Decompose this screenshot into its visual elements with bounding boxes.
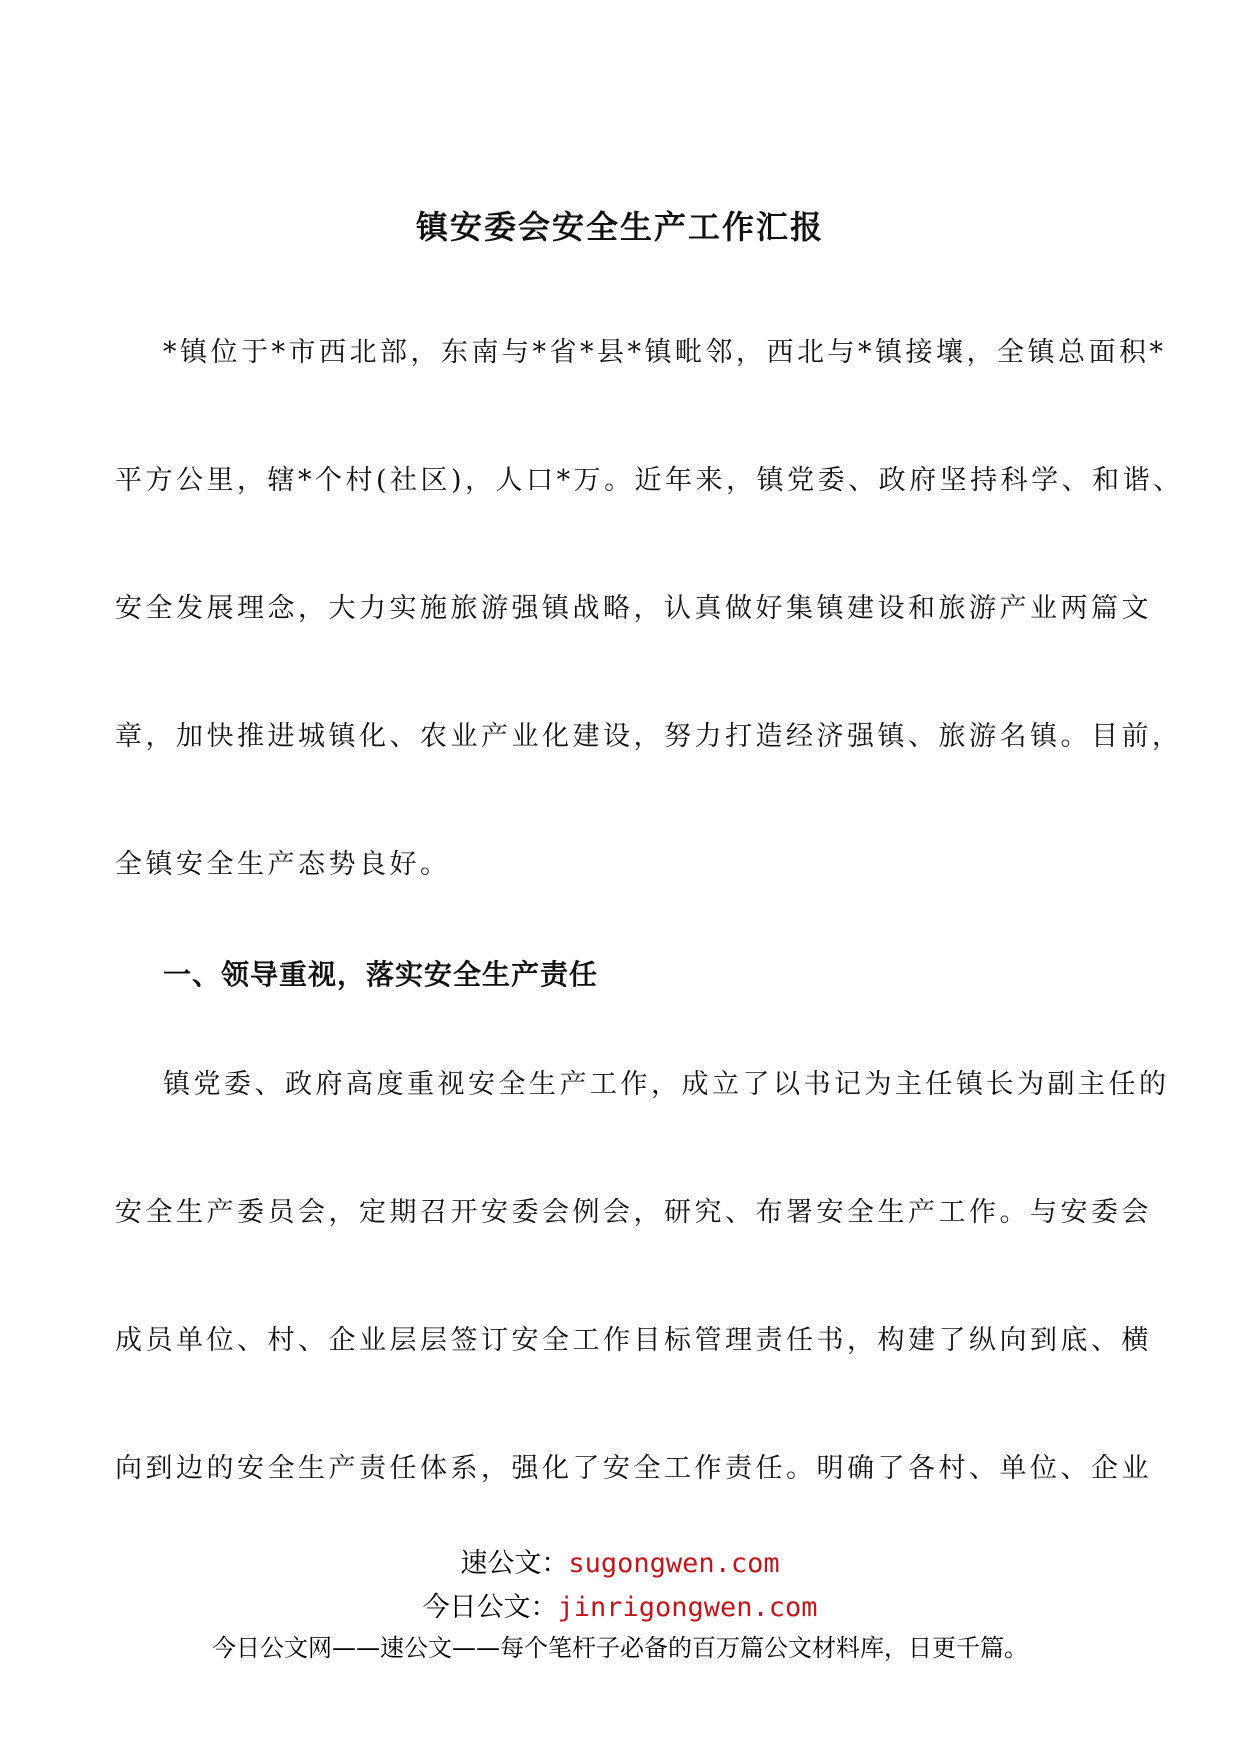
paragraph-line: 平方公里，辖*个村(社区)，人口*万。近年来，镇党委、政府坚持科学、和谐、 <box>115 465 1184 496</box>
footer-sugongwen <box>0 1541 1240 1580</box>
paragraph-line: 章，加快推进城镇化、农业产业化建设，努力打造经济强镇、旅游名镇。目前， <box>115 721 1183 752</box>
footer-label: 今日公文： <box>422 1592 558 1623</box>
paragraph-line: 全镇安全生产态势良好。 <box>115 849 451 880</box>
paragraph-line: 成员单位、村、企业层层签订安全工作目标管理责任书，构建了纵向到底、横 <box>115 1325 1152 1356</box>
document-title: 镇安委会安全生产工作汇报 <box>415 208 824 246</box>
footer-label: 速公文： <box>460 1548 569 1579</box>
footer-slogan: 今日公文网——速公文——每个笔杆子必备的百万篇公文材料库，日更千篇。 <box>212 1634 1028 1662</box>
sugongwen-link[interactable]: sugongwen.com <box>568 1548 780 1579</box>
paragraph-line: 向到边的安全生产责任体系，强化了安全工作责任。明确了各村、单位、企业 <box>115 1453 1152 1484</box>
paragraph-line: *镇位于*市西北部，东南与*省*县*镇毗邻，西北与*镇接壤，全镇总面积* <box>163 337 1167 368</box>
section-heading: 一、领导重视，落实安全生产责任 <box>163 958 599 991</box>
paragraph-line: 安全发展理念，大力实施旅游强镇战略，认真做好集镇建设和旅游产业两篇文 <box>115 593 1152 624</box>
paragraph-line: 镇党委、政府高度重视安全生产工作，成立了以书记为主任镇长为副主任的 <box>163 1069 1170 1100</box>
footer-jinrigongwen <box>0 1585 1240 1624</box>
paragraph-line: 安全生产委员会，定期召开安委会例会，研究、布署安全生产工作。与安委会 <box>115 1197 1152 1228</box>
jinrigongwen-link[interactable]: jinrigongwen.com <box>557 1592 818 1623</box>
